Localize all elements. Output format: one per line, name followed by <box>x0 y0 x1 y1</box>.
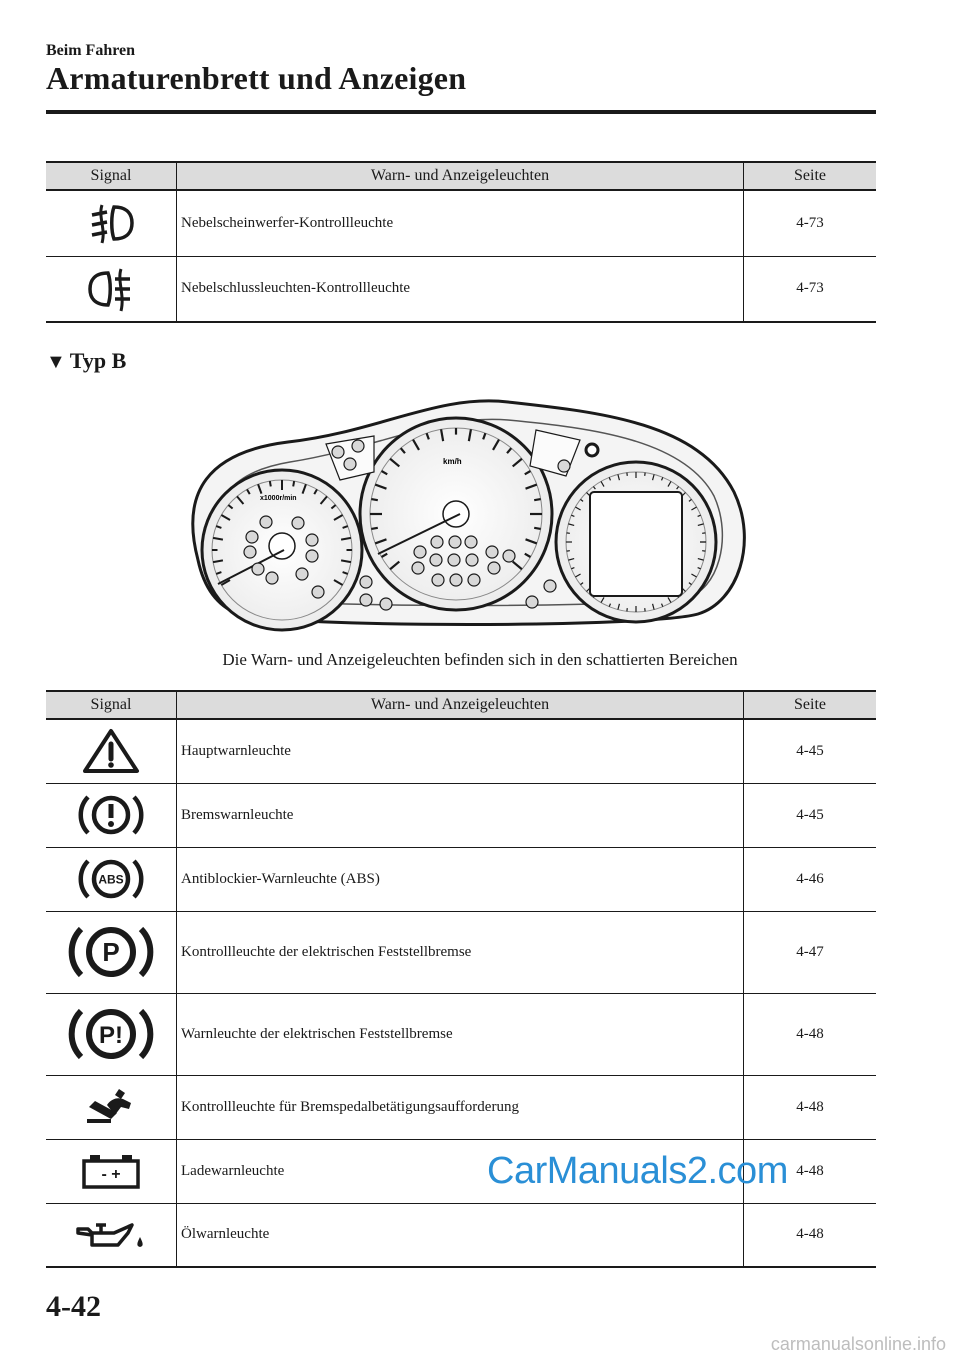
table-row <box>46 911 876 993</box>
col-name: Warn- und Anzeigeleuchten <box>177 162 744 190</box>
col-name: Warn- und Anzeigeleuchten <box>177 691 744 719</box>
page-number: 4-42 <box>46 1290 101 1323</box>
battery-icon <box>46 1139 177 1203</box>
page-ref: 4-45 <box>744 783 877 847</box>
page-ref: 4-48 <box>744 1139 877 1203</box>
speedometer <box>360 418 552 610</box>
triangle-down-icon: ▼ <box>46 351 66 373</box>
p-warning-icon-text: P! <box>99 1022 123 1049</box>
table-row <box>46 1075 876 1139</box>
typ-b-label: Typ B <box>69 348 127 373</box>
page-ref: 4-46 <box>744 847 877 911</box>
table-header-row <box>46 162 876 190</box>
col-page: Seite <box>744 691 877 719</box>
table-row <box>46 847 876 911</box>
brake-warning-icon <box>46 783 177 847</box>
page-ref: 4-45 <box>744 719 877 783</box>
col-signal: Signal <box>46 162 177 190</box>
parking-brake-warning-icon <box>46 993 177 1075</box>
table-row <box>46 783 876 847</box>
brake-pedal-icon <box>46 1075 177 1139</box>
speed-unit-label: km/h <box>443 457 462 466</box>
page-ref: 4-48 <box>744 993 877 1075</box>
rpm-unit-label: x1000r/min <box>260 495 297 502</box>
title-rule <box>46 110 876 114</box>
indicator-name: Hauptwarnleuchte <box>177 719 744 783</box>
page-ref: 4-47 <box>744 911 877 993</box>
indicator-name: Kontrollleuchte der elektrischen Feststellbremse <box>177 911 744 993</box>
col-page: Seite <box>744 162 877 190</box>
section-label: Beim Fahren <box>46 42 136 59</box>
indicator-name: Nebelscheinwerfer-Kontrollleuchte <box>177 190 744 256</box>
indicator-name: Ölwarnleuchte <box>177 1203 744 1267</box>
page-ref: 4-48 <box>744 1203 877 1267</box>
watermark: CarManuals2.com <box>487 1150 788 1192</box>
page-ref: 4-73 <box>744 190 877 256</box>
signal-table-1 <box>46 161 876 323</box>
indicator-name: Warnleuchte der elektrischen Feststellbremse <box>177 993 744 1075</box>
info-display <box>556 462 716 622</box>
p-icon-text: P <box>102 937 120 967</box>
col-signal: Signal <box>46 691 177 719</box>
table-row <box>46 719 876 783</box>
front-fog-light-icon <box>46 190 177 256</box>
indicator-name: Antiblockier-Warnleuchte (ABS) <box>177 847 744 911</box>
indicator-name: Nebelschlussleuchten-Kontrollleuchte <box>177 256 744 322</box>
master-warning-icon <box>46 719 177 783</box>
abs-warning-icon <box>46 847 177 911</box>
tachometer <box>202 470 362 630</box>
cluster-caption: Die Warn- und Anzeigeleuchten befinden sich in den schattierten Bereichen <box>222 650 738 669</box>
oil-can-icon <box>46 1203 177 1267</box>
table-row <box>46 190 876 256</box>
battery-icon-text: - + <box>101 1166 121 1183</box>
page-ref: 4-48 <box>744 1075 877 1139</box>
instrument-cluster-illustration <box>178 392 754 632</box>
rear-fog-light-icon <box>46 256 177 322</box>
typ-b-heading <box>46 348 126 374</box>
parking-brake-icon <box>46 911 177 993</box>
table-row <box>46 1203 876 1267</box>
footer-site: carmanualsonline.info <box>770 1334 946 1354</box>
indicator-name: Kontrollleuchte für Bremspedalbetätigungsaufforderung <box>177 1075 744 1139</box>
indicator-name: Ladewarnleuchte <box>177 1139 744 1203</box>
abs-icon-text: ABS <box>98 872 124 887</box>
page-ref: 4-73 <box>744 256 877 322</box>
page-title: Armaturenbrett und Anzeigen <box>46 60 467 96</box>
indicator-name: Bremswarnleuchte <box>177 783 744 847</box>
table-header-row <box>46 691 876 719</box>
table-row <box>46 993 876 1075</box>
table-row <box>46 256 876 322</box>
